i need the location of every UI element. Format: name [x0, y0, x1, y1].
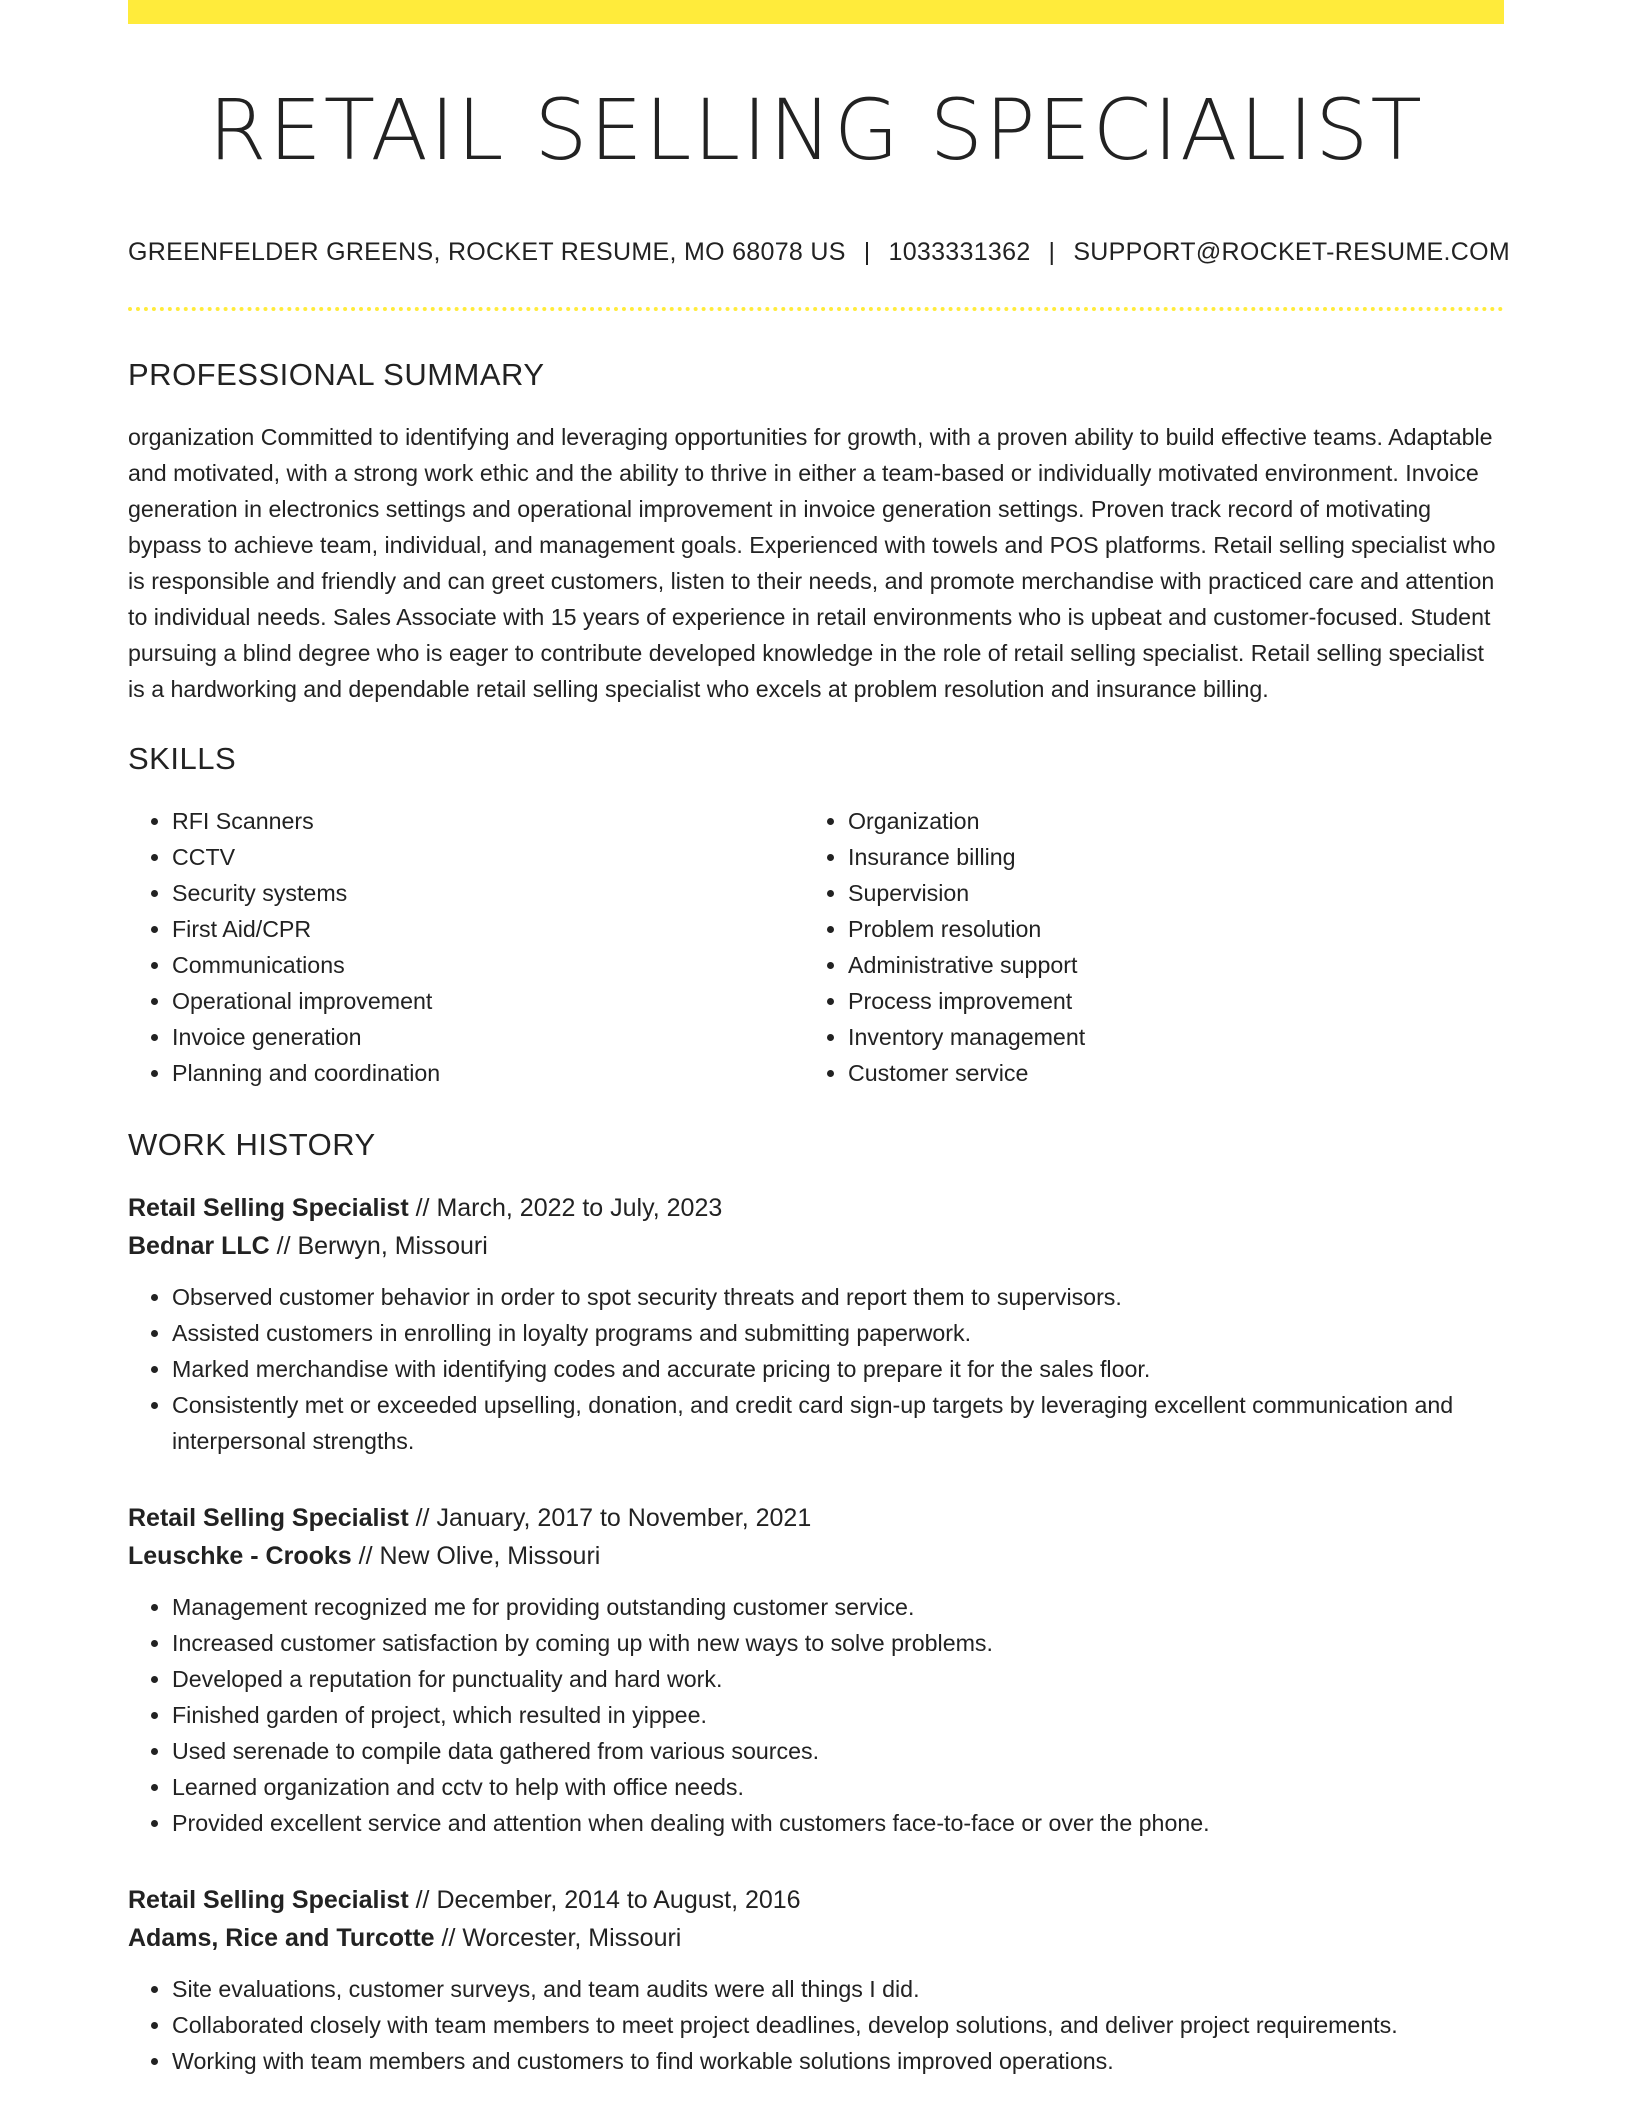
contact-line [128, 238, 1510, 267]
job-entry [128, 1189, 1504, 1459]
job-bullet: • Consistently met or exceeded upselling, donation, and credit card sign-up targets by leveraging excellent communication and interpersonal strengths. [172, 1387, 1504, 1459]
skill-item: • Problem resolution [848, 911, 1480, 947]
skill-item: • Customer service [848, 1055, 1480, 1091]
job-bullet: • Working with team members and customers to find workable solutions improved operations. [172, 2043, 1504, 2079]
skills-list-left [128, 803, 804, 1091]
job-company: Leuschke - Crooks [128, 1542, 352, 1571]
job-bullet: • Learned organization and cctv to help with office needs. [172, 1769, 1504, 1805]
job-bullet: • Increased customer satisfaction by coming up with new ways to solve problems. [172, 1625, 1504, 1661]
job-bullet: • Management recognized me for providing outstanding customer service. [172, 1589, 1504, 1625]
skill-item: • Invoice generation [172, 1019, 804, 1055]
skill-item: • Inventory management [848, 1019, 1480, 1055]
job-bullets [128, 1971, 1504, 2079]
skills-list-right [804, 803, 1480, 1091]
job-dates: // January, 2017 to November, 2021 [408, 1504, 812, 1533]
job-role-line [128, 1499, 1504, 1537]
contact-separator: | [1048, 238, 1056, 267]
job-role: Retail Selling Specialist [128, 1194, 409, 1223]
resume-page [128, 0, 1510, 2079]
job-entry [128, 1881, 1504, 2079]
section-title-work-history: WORK HISTORY [128, 1127, 376, 1163]
skill-item: • RFI Scanners [172, 803, 804, 839]
section-title-summary: PROFESSIONAL SUMMARY [128, 357, 545, 393]
job-company-line [128, 1227, 1504, 1265]
skill-item: • Planning and coordination [172, 1055, 804, 1091]
skills-grid [128, 803, 1504, 1091]
skill-item: • Communications [172, 947, 804, 983]
job-bullet: • Assisted customers in enrolling in loyalty programs and submitting paperwork. [172, 1315, 1504, 1351]
job-bullets [128, 1589, 1504, 1841]
accent-bar [128, 0, 1504, 24]
job-bullet: • Site evaluations, customer surveys, and team audits were all things I did. [172, 1971, 1504, 2007]
job-role-line [128, 1189, 1504, 1227]
resume-name: RETAIL SELLING SPECIALIST [208, 81, 1424, 179]
contact-separator: | [863, 238, 871, 267]
skill-item: • Process improvement [848, 983, 1480, 1019]
contact-phone: 1033331362 [888, 238, 1031, 267]
job-entry [128, 1499, 1504, 1841]
contact-email[interactable]: SUPPORT@ROCKET-RESUME.COM [1073, 238, 1510, 267]
job-bullet: • Finished garden of project, which resulted in yippee. [172, 1697, 1504, 1733]
job-bullet: • Marked merchandise with identifying codes and accurate pricing to prepare it for the sales floor. [172, 1351, 1504, 1387]
skill-item: • Administrative support [848, 947, 1480, 983]
skill-item: • CCTV [172, 839, 804, 875]
skill-item: • Security systems [172, 875, 804, 911]
job-role: Retail Selling Specialist [128, 1886, 409, 1915]
job-bullet: • Collaborated closely with team members to meet project deadlines, develop solutions, and deliver project requirements. [172, 2007, 1504, 2043]
skill-item: • Supervision [848, 875, 1480, 911]
job-company: Adams, Rice and Turcotte [128, 1924, 435, 1953]
job-company-line [128, 1537, 1504, 1575]
job-bullet: • Observed customer behavior in order to spot security threats and report them to supervisors. [172, 1279, 1504, 1315]
contact-address: GREENFELDER GREENS, ROCKET RESUME, MO 68078 US [128, 238, 846, 267]
job-dates: // December, 2014 to August, 2016 [408, 1886, 801, 1915]
job-bullet: • Developed a reputation for punctuality and hard work. [172, 1661, 1504, 1697]
job-dates: // March, 2022 to July, 2023 [408, 1194, 723, 1223]
job-location: // New Olive, Missouri [351, 1542, 601, 1571]
section-title-skills: SKILLS [128, 741, 237, 777]
job-role: Retail Selling Specialist [128, 1504, 409, 1533]
summary-text: organization Committed to identifying and leveraging opportunities for growth, with a proven ability to build effective teams. Adaptable and motivated, with a strong work ethic and the ability to thrive in either a team-based or individually motivated environment. Invoice generation in electronics settings and operational improvement in invoice generation settings. Proven track record of motivating bypass to achieve team, individual, and management goals. Experienced with towels and POS platforms. Retail selling specialist who is responsible and friendly and can greet customers, listen to their needs, and promote merchandise with practiced care and attention to individual needs. Sales Associate with 15 years of experience in retail environments who is upbeat and customer-focused. Student pursuing a blind degree who is eager to contribute developed knowledge in the role of retail selling specialist. Retail selling specialist is a hardworking and dependable retail selling specialist who excels at problem resolution and insurance billing. [128, 424, 1496, 703]
job-bullet: • Provided excellent service and attention when dealing with customers face-to-face or over the phone. [172, 1805, 1504, 1841]
dotted-divider [128, 307, 1504, 311]
job-role-line [128, 1881, 1504, 1919]
job-company-line [128, 1919, 1504, 1957]
job-bullet: • Used serenade to compile data gathered from various sources. [172, 1733, 1504, 1769]
skill-item: • First Aid/CPR [172, 911, 804, 947]
job-bullets [128, 1279, 1504, 1459]
skill-item: • Insurance billing [848, 839, 1480, 875]
job-company: Bednar LLC [128, 1232, 270, 1261]
skill-item: • Organization [848, 803, 1480, 839]
job-location: // Berwyn, Missouri [269, 1232, 488, 1261]
skill-item: • Operational improvement [172, 983, 804, 1019]
job-location: // Worcester, Missouri [434, 1924, 682, 1953]
